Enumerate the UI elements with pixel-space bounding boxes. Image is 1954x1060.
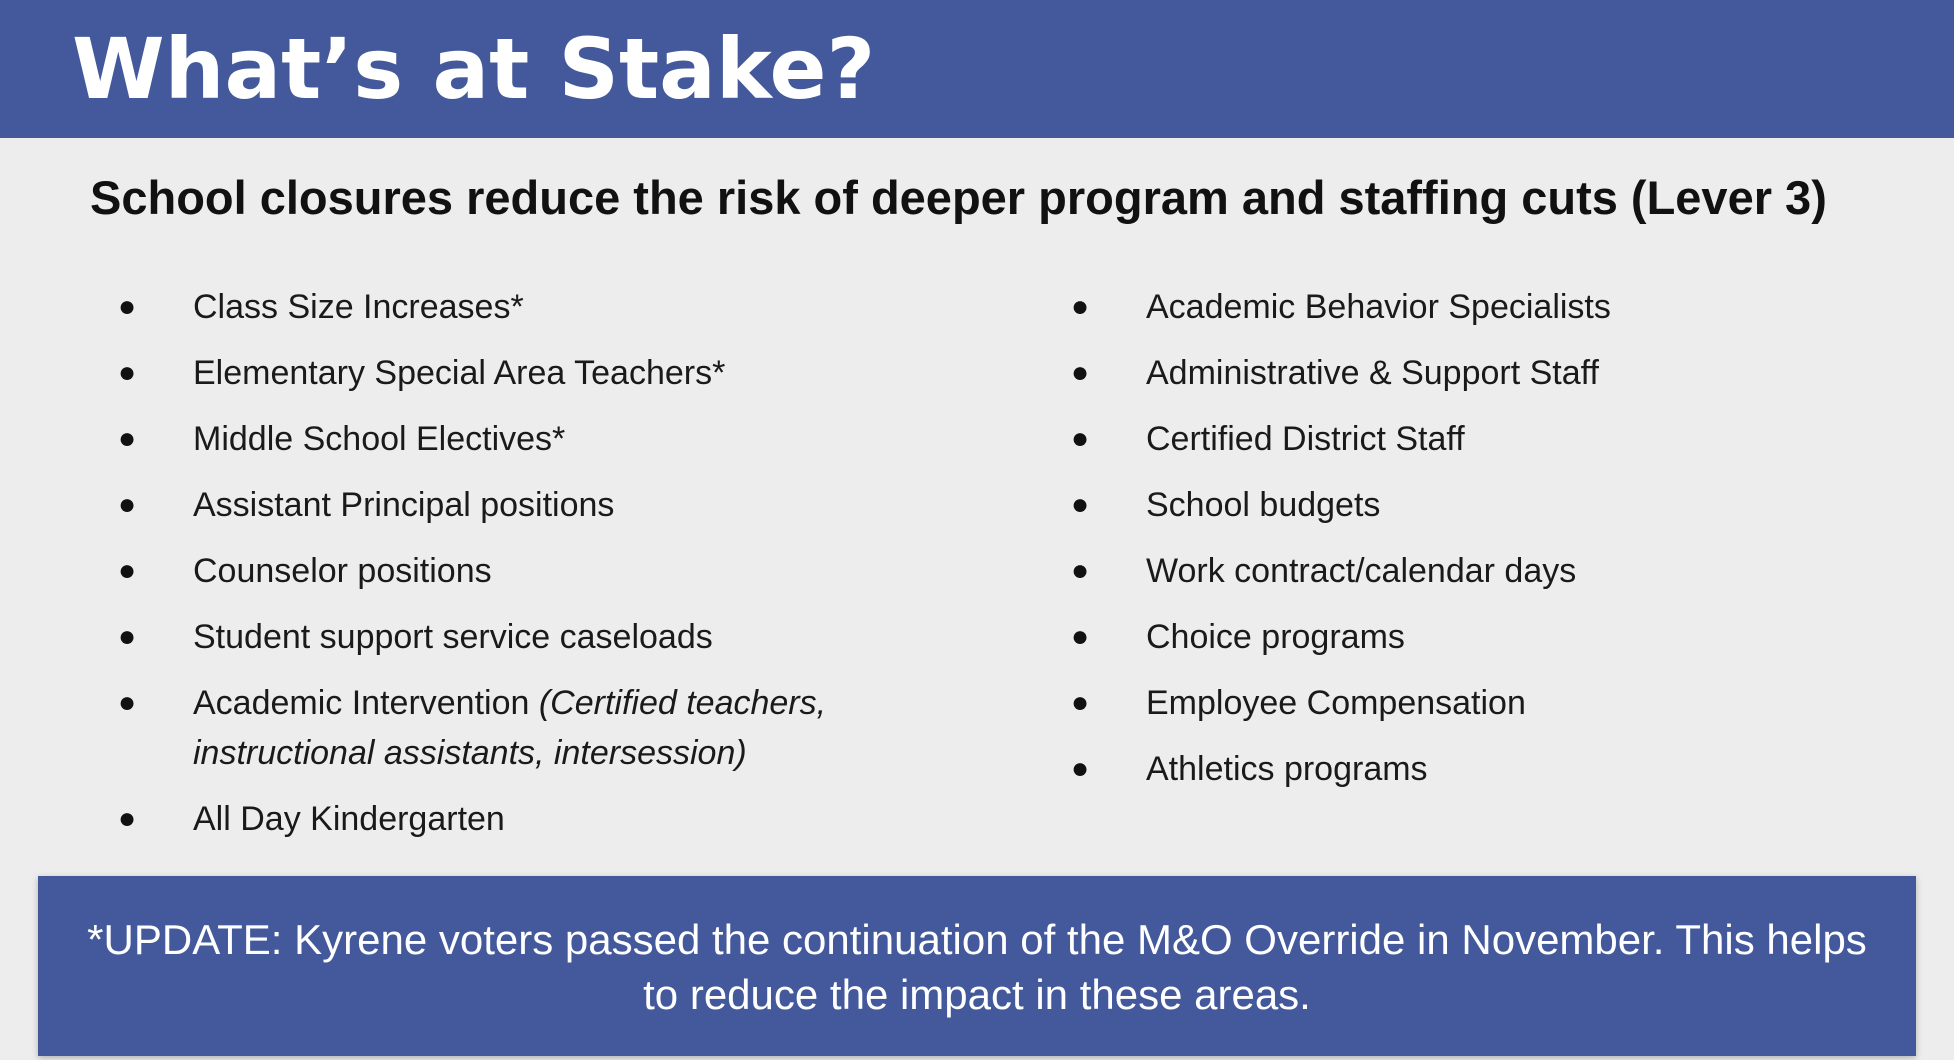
update-text: *UPDATE: Kyrene voters passed the continuation of the M&O Override in November. This helps to reduce the impact in these areas. — [87, 916, 1867, 1018]
bullet-icon: ● — [118, 488, 137, 521]
list-item-text: Assistant Principal positions — [193, 486, 615, 524]
right-bullet-list — [1071, 282, 1931, 810]
bullet-icon: ● — [1071, 290, 1090, 323]
list-item-text: All Day Kindergarten — [193, 800, 505, 838]
bullet-icon: ● — [118, 620, 137, 653]
slide-header — [0, 0, 1954, 138]
list-item-text: Choice programs — [1146, 618, 1405, 656]
list-item-text: Work contract/calendar days — [1146, 552, 1577, 590]
list-item-note: (Certified teachers, — [538, 684, 827, 722]
list-item-text: Class Size Increases* — [193, 288, 524, 326]
bullet-icon: ● — [1071, 554, 1090, 587]
list-item — [118, 480, 978, 530]
list-item — [1071, 678, 1931, 728]
bullet-icon: ● — [1071, 620, 1090, 653]
list-item — [118, 414, 978, 464]
bullet-icon: ● — [118, 290, 137, 323]
bullet-icon: ● — [118, 554, 137, 587]
slide-subtitle: School closures reduce the risk of deeper program and staffing cuts (Lever 3) — [90, 171, 1827, 224]
bullet-icon: ● — [118, 686, 137, 719]
list-item-text: Student support service caseloads — [193, 618, 713, 656]
list-item — [1071, 744, 1931, 794]
list-item-text: Administrative & Support Staff — [1146, 354, 1599, 392]
bullet-icon: ● — [1071, 488, 1090, 521]
list-item-text: Employee Compensation — [1146, 684, 1526, 722]
bullet-icon: ● — [1071, 422, 1090, 455]
left-bullet-list — [118, 282, 978, 860]
list-item — [118, 678, 978, 778]
bullet-icon: ● — [1071, 752, 1090, 785]
list-item-text: Counselor positions — [193, 552, 492, 590]
bullet-icon: ● — [118, 802, 137, 835]
list-item — [1071, 414, 1931, 464]
list-item-note: instructional assistants, intersession) — [193, 734, 747, 772]
bullet-icon: ● — [1071, 686, 1090, 719]
list-item-text: Athletics programs — [1146, 750, 1428, 788]
list-item — [1071, 546, 1931, 596]
list-item — [118, 794, 978, 844]
list-item-text: Academic Behavior Specialists — [1146, 288, 1611, 326]
list-item — [118, 348, 978, 398]
list-item — [1071, 480, 1931, 530]
list-item-text: Academic Intervention — [193, 684, 539, 722]
list-item — [1071, 348, 1931, 398]
slide-title: What’s at Stake? — [72, 20, 876, 118]
list-item — [1071, 282, 1931, 332]
bullet-icon: ● — [118, 422, 137, 455]
list-item — [118, 612, 978, 662]
list-item-text: Elementary Special Area Teachers* — [193, 354, 726, 392]
list-item — [1071, 612, 1931, 662]
list-item-text: Certified District Staff — [1146, 420, 1465, 458]
bullet-icon: ● — [1071, 356, 1090, 389]
list-item — [118, 282, 978, 332]
bullet-icon: ● — [118, 356, 137, 389]
list-item-text: School budgets — [1146, 486, 1381, 524]
update-callout — [38, 876, 1916, 1056]
list-item — [118, 546, 978, 596]
list-item-text: Middle School Electives* — [193, 420, 566, 458]
